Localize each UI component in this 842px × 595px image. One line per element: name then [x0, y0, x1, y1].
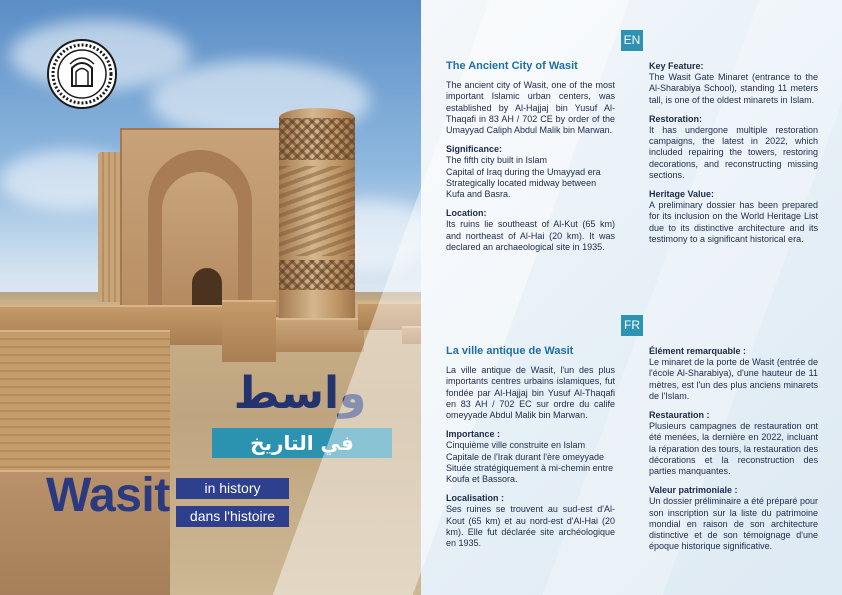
fr-element	[649, 346, 818, 402]
fr-importance-item: Cinquième ville construite en Islam	[446, 440, 586, 451]
fr-restauration-text: Plusieurs campagnes de restauration ont été menées, la dernière en 2022, incluant la réparation des tours, la restauration des décorations et la reconstruction des parties manquantes.	[649, 421, 818, 477]
en-significance-item: The fifth city built in Islam	[446, 155, 548, 166]
lang-badge-fr: FR	[621, 315, 643, 336]
en-heritage	[649, 189, 818, 245]
fr-element-heading: Élément remarquable :	[649, 346, 747, 356]
fr-valeur-text: Un dossier préliminaire a été préparé pour son inscription sur la liste du patrimoine mondial en raison de son architecture distinctive et de son témoignage d'une époque historique significative.	[649, 496, 818, 552]
en-restoration-heading: Restoration:	[649, 113, 703, 124]
arabic-subtitle: في التاريخ	[250, 431, 354, 455]
arabic-title: واسط	[233, 368, 367, 419]
en-significance-item: Strategically located midway between Kufa and Basra.	[446, 177, 597, 200]
ruin-wall	[222, 300, 276, 362]
en-column-left	[446, 61, 615, 261]
en-location-text: Its ruins lie southeast of Al-Kut (65 km) and northeast of Al-Hai (20 km). It was declared an archaeological site in 1935.	[446, 219, 615, 252]
fr-importance-item: Située stratégiquement à mi-chemin entre Koufa et Bassora.	[446, 462, 614, 485]
fr-importance-heading: Importance :	[446, 429, 501, 440]
fr-valeur-heading: Valeur patrimoniale :	[649, 485, 738, 496]
fr-column-right	[649, 346, 818, 560]
en-restoration-text: It has undergone multiple restoration campaigns, the latest in 2022, which included repairing the towers, restoring decorations, and reconstructing missing sections.	[649, 125, 818, 180]
fr-localisation-text: Ses ruines se trouvent au sud-est d'Al-Kout (65 km) et au nord-est d'Al-Hai (20 km). Elle fut déclarée site archéologique en 1935.	[446, 504, 615, 549]
fr-intro: La ville antique de Wasit, l'un des plus importants centres urbains islamiques, fut fondée par Al-Hajjaj bin Yusuf Al-Thaqafi en 83 AH / 702 EC sur ordre du calife omeyyade Abdul Malik bin Marwan.	[446, 365, 615, 421]
minaret-spiral-band	[279, 166, 355, 256]
antiquities-board-logo	[46, 38, 118, 110]
fr-importance	[446, 429, 615, 485]
english-title: Wasit	[46, 469, 170, 522]
en-heritage-heading: Heritage Value:	[649, 189, 715, 200]
fr-restauration	[649, 410, 818, 477]
minaret-diamond-band	[279, 118, 355, 160]
en-heritage-text: A preliminary dossier has been prepared for its inclusion on the World Heritage List due to its distinctive architecture and its testimony to a significant historical era.	[649, 200, 818, 244]
fr-valeur	[649, 485, 818, 552]
en-significance-item: Capital of Iraq during the Umayyad era	[446, 166, 601, 177]
en-key-text: The Wasit Gate Minaret (entrance to the Al-Sharabiya School), standing 11 meters tall, is one of the oldest minarets in Islam.	[649, 72, 818, 105]
fr-restauration-heading: Restauration :	[649, 410, 710, 421]
en-significance	[446, 144, 615, 200]
en-key-feature	[649, 61, 818, 106]
en-significance-heading: Significance:	[446, 144, 503, 155]
minaret	[279, 108, 355, 348]
ruin-foreground-wall	[0, 330, 170, 482]
en-location	[446, 208, 615, 253]
en-restoration	[649, 114, 818, 181]
minaret-diamond-band	[279, 260, 355, 290]
fr-localisation-heading: Localisation :	[446, 493, 505, 504]
en-key-heading: Key Feature:	[649, 61, 704, 71]
fr-element-text: Le minaret de la porte de Wasit (entrée de l'école Al-Sharabiya), d'une hauteur de 11 mètres, est l'un des plus anciens minarets de l'Islam.	[649, 357, 818, 401]
fr-title: La ville antique de Wasit	[446, 345, 574, 357]
en-column-right	[649, 61, 818, 253]
fr-column-left	[446, 346, 615, 557]
fr-importance-item: Capitale de l'Irak durant l'ère omeyyade	[446, 451, 605, 462]
subtitle-en: in history	[176, 478, 289, 499]
minaret-base	[272, 318, 364, 352]
en-title: The Ancient City of Wasit	[446, 60, 578, 72]
en-location-heading: Location:	[446, 208, 487, 219]
subtitle-fr: dans l'histoire	[176, 506, 289, 527]
fr-localisation	[446, 493, 615, 549]
lang-badge-en: EN	[621, 30, 643, 51]
en-intro: The ancient city of Wasit, one of the most important Islamic urban centers, was established by Al-Hajjaj bin Yusuf Al-Thaqafi in 83 AH / 702 CE by order of the Umayyad Caliph Abdul Malik bin Marwan.	[446, 80, 615, 136]
